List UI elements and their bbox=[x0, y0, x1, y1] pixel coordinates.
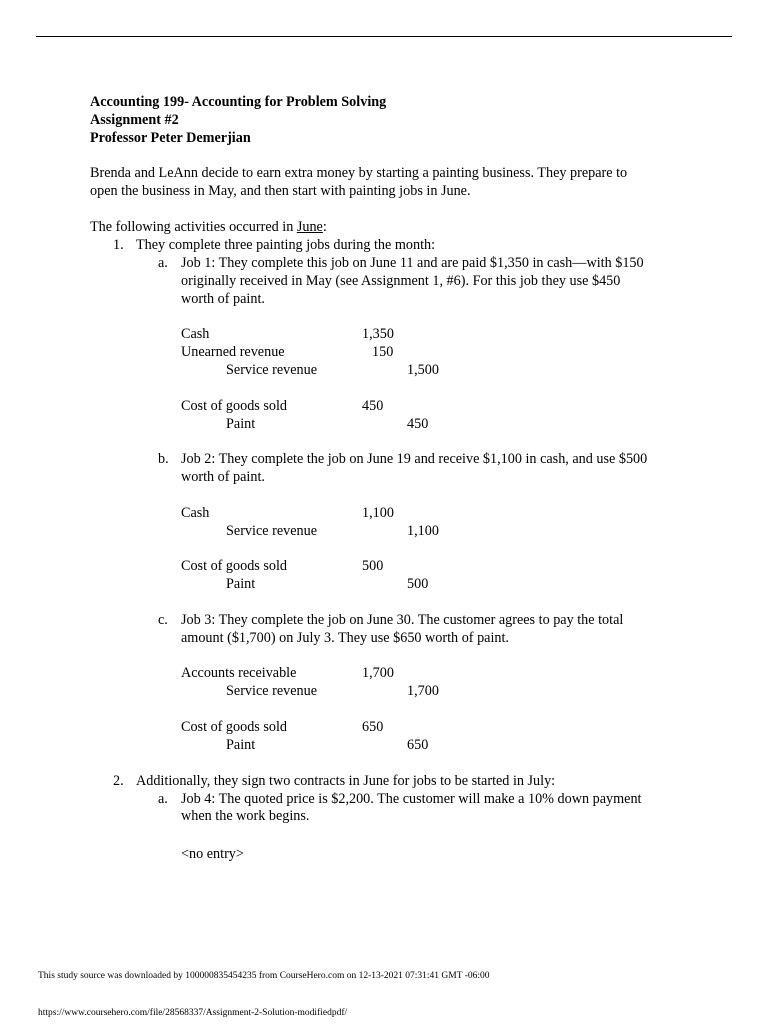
journal-account: Cost of goods sold bbox=[181, 398, 288, 414]
item-2-text: Additionally, they sign two contracts in June for jobs to be started in July: bbox=[136, 773, 556, 789]
source-note: This study source was downloaded by 100000835454235 from CourseHero.com on 12-13-2021 07:31:41 GMT -06:00 bbox=[38, 971, 490, 981]
item-1a-marker: a. bbox=[158, 255, 168, 271]
journal-account: Cost of goods sold bbox=[181, 719, 288, 735]
item-1c-line-1: Job 3: They complete the job on June 30. The customer agrees to pay the total bbox=[181, 612, 624, 628]
assignment-title: Assignment #2 bbox=[90, 112, 179, 128]
journal-debit: 1,350 bbox=[362, 326, 394, 342]
item-1c-marker: c. bbox=[158, 612, 168, 628]
activities-suffix: : bbox=[322, 219, 327, 235]
journal-account: Service revenue bbox=[226, 362, 317, 378]
journal-account: Paint bbox=[226, 416, 256, 432]
source-url[interactable]: https://www.coursehero.com/file/28568337/Assignment-2-Solution-modifiedpdf/ bbox=[38, 1008, 348, 1018]
item-1b-line-1: Job 2: They complete the job on June 19 and receive $1,100 in cash, and use $500 bbox=[181, 451, 648, 467]
journal-credit: 650 bbox=[407, 737, 429, 753]
item-2a-line-1: Job 4: The quoted price is $2,200. The customer will make a 10% down payment bbox=[181, 791, 642, 807]
item-1b-line-2: worth of paint. bbox=[181, 469, 265, 485]
item-1b-marker: b. bbox=[158, 451, 169, 467]
journal-account: Service revenue bbox=[226, 523, 317, 539]
no-entry-note: <no entry> bbox=[181, 846, 244, 862]
journal-credit: 450 bbox=[407, 416, 429, 432]
item-2-number: 2. bbox=[113, 773, 124, 789]
intro-line-1: Brenda and LeAnn decide to earn extra money by starting a painting business. They prepare to bbox=[90, 165, 628, 181]
course-title: Accounting 199- Accounting for Problem Solving bbox=[90, 94, 387, 110]
item-1c-line-2: amount ($1,700) on July 3. They use $650 worth of paint. bbox=[181, 630, 509, 646]
item-1-number: 1. bbox=[113, 237, 124, 253]
journal-debit: 500 bbox=[362, 558, 384, 574]
item-2a-marker: a. bbox=[158, 791, 168, 807]
top-rule bbox=[36, 36, 732, 37]
journal-account: Paint bbox=[226, 576, 256, 592]
journal-account: Accounts receivable bbox=[181, 665, 297, 681]
journal-debit: 650 bbox=[362, 719, 384, 735]
journal-debit: 1,100 bbox=[362, 505, 394, 521]
journal-credit: 1,100 bbox=[407, 523, 439, 539]
journal-debit: 1,700 bbox=[362, 665, 394, 681]
activities-month: June bbox=[296, 219, 323, 235]
journal-credit: 500 bbox=[407, 576, 429, 592]
journal-account: Cost of goods sold bbox=[181, 558, 288, 574]
item-2a-line-2: when the work begins. bbox=[181, 808, 310, 824]
activities-prefix: The following activities occurred in bbox=[90, 219, 297, 235]
item-1a-line-1: Job 1: They complete this job on June 11 and are paid $1,350 in cash—with $150 bbox=[181, 255, 644, 271]
professor-name: Professor Peter Demerjian bbox=[90, 130, 251, 146]
journal-account: Unearned revenue bbox=[181, 344, 285, 360]
item-1a-line-3: worth of paint. bbox=[181, 291, 265, 307]
journal-account: Cash bbox=[181, 505, 210, 521]
journal-account: Cash bbox=[181, 326, 210, 342]
journal-credit: 1,700 bbox=[407, 683, 439, 699]
activities-heading bbox=[90, 218, 327, 236]
intro-line-2: open the business in May, and then start with painting jobs in June. bbox=[90, 183, 471, 199]
journal-debit: 150 bbox=[372, 344, 394, 360]
item-1-text: They complete three painting jobs during the month: bbox=[136, 237, 436, 253]
journal-account: Service revenue bbox=[226, 683, 317, 699]
journal-account: Paint bbox=[226, 737, 256, 753]
item-1a-line-2: originally received in May (see Assignment 1, #6). For this job they use $450 bbox=[181, 273, 621, 289]
journal-debit: 450 bbox=[362, 398, 384, 414]
journal-credit: 1,500 bbox=[407, 362, 439, 378]
